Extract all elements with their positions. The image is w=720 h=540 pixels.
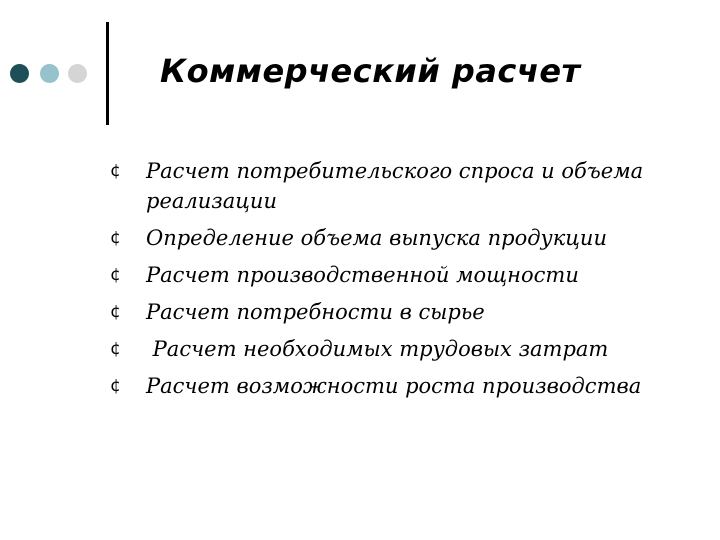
bullet-icon: ¢ — [110, 302, 121, 322]
bullet-list — [110, 156, 670, 401]
bullet-icon: ¢ — [110, 376, 121, 396]
list-item — [110, 371, 670, 401]
bullet-icon: ¢ — [110, 161, 121, 181]
bullet-icon: ¢ — [110, 339, 121, 359]
list-item — [110, 223, 670, 253]
list-item — [110, 297, 670, 327]
list-item — [110, 156, 670, 216]
decorative-dots — [10, 64, 100, 84]
bullet-text: Расчет необходимых трудовых затрат — [146, 337, 609, 361]
dot-dark-teal — [10, 64, 29, 83]
bullet-icon: ¢ — [110, 265, 121, 285]
slide-title: Коммерческий расчет — [160, 52, 581, 90]
title-divider-line — [106, 22, 109, 125]
bullet-text: Расчет потребности в сырье — [146, 300, 485, 324]
list-item — [110, 334, 670, 364]
bullet-icon: ¢ — [110, 228, 121, 248]
bullet-text: Расчет потребительского спроса и объема реализации — [146, 159, 644, 213]
dot-light-teal — [40, 64, 59, 83]
bullet-text: Определение объема выпуска продукции — [146, 226, 607, 250]
bullet-text: Расчет возможности роста производства — [146, 374, 642, 398]
list-item — [110, 260, 670, 290]
dot-light-gray — [68, 64, 87, 83]
bullet-text: Расчет производственной мощности — [146, 263, 579, 287]
